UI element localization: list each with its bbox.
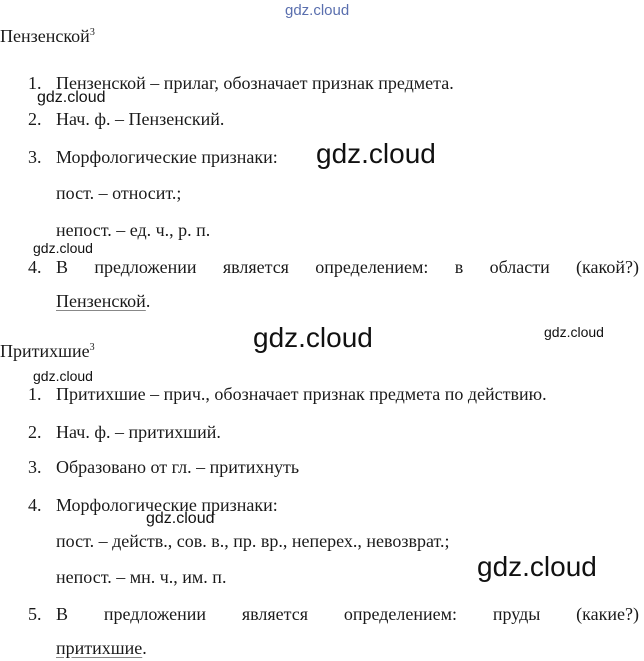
item-continuation [56, 290, 150, 312]
word: В [56, 257, 69, 277]
item-text [56, 603, 639, 625]
word: В [56, 604, 69, 624]
item-text: Нач. ф. – Пензенский. [56, 109, 225, 129]
item-text [56, 256, 639, 278]
period: . [142, 638, 147, 658]
item-subline: пост. – действ., сов. в., пр. вр., неперех., невозврат.; [56, 531, 450, 551]
word: в [454, 257, 464, 277]
answer-word: притихшие [56, 638, 143, 658]
item-number: 4. [28, 495, 42, 515]
watermark: gdz.cloud [146, 510, 215, 527]
watermark-large: gdz.cloud [477, 551, 597, 582]
item-continuation [56, 637, 147, 659]
item-number: 5. [28, 604, 42, 624]
item-number: 3. [28, 147, 42, 167]
word: предложении [103, 604, 207, 624]
item-text: Нач. ф. – притихший. [56, 422, 221, 442]
item-subline: непост. – ед. ч., р. п. [56, 220, 211, 240]
item-subline: пост. – относит.; [56, 183, 182, 203]
watermark: gdz.cloud [37, 89, 106, 106]
item-text: Пензенской – прилаг, обозначает признак предмета. [56, 73, 454, 93]
period: . [145, 291, 151, 311]
item-number: 2. [28, 422, 42, 442]
word: определением: [343, 604, 457, 624]
answer-word: Пензенской [56, 291, 146, 311]
watermark: gdz.cloud [33, 368, 93, 384]
word: (какой?) [576, 257, 639, 277]
heading-superscript: 3 [89, 342, 95, 353]
watermark: gdz.cloud [33, 240, 93, 256]
item-text: Морфологические признаки: [56, 495, 278, 515]
word: (какие?) [576, 604, 639, 624]
section-heading [0, 340, 95, 362]
word: является [241, 604, 308, 624]
item-number: 1. [28, 73, 42, 93]
word: пруды [492, 604, 541, 624]
word: предложении [94, 257, 197, 277]
item-number: 4. [28, 257, 42, 277]
watermark-large: gdz.cloud [316, 138, 436, 169]
word: области [489, 257, 550, 277]
item-subline: непост. – мн. ч., им. п. [56, 567, 227, 587]
item-number: 2. [28, 109, 42, 129]
word: определением: [315, 257, 429, 277]
item-number: 3. [28, 457, 42, 477]
item-text: Образовано от гл. – притихнуть [56, 457, 300, 477]
section-heading [0, 25, 95, 47]
heading-superscript: 3 [89, 27, 95, 38]
watermark-top: gdz.cloud [285, 2, 350, 19]
heading-word: Пензенской [0, 26, 90, 46]
item-number: 1. [28, 384, 42, 404]
watermark-large: gdz.cloud [253, 322, 373, 353]
word: является [222, 257, 289, 277]
item-text: Притихшие – прич., обозначает признак предмета по действию. [56, 384, 547, 404]
item-text: Морфологические признаки: [56, 147, 278, 167]
watermark: gdz.cloud [544, 324, 604, 340]
heading-word: Притихшие [0, 341, 90, 361]
